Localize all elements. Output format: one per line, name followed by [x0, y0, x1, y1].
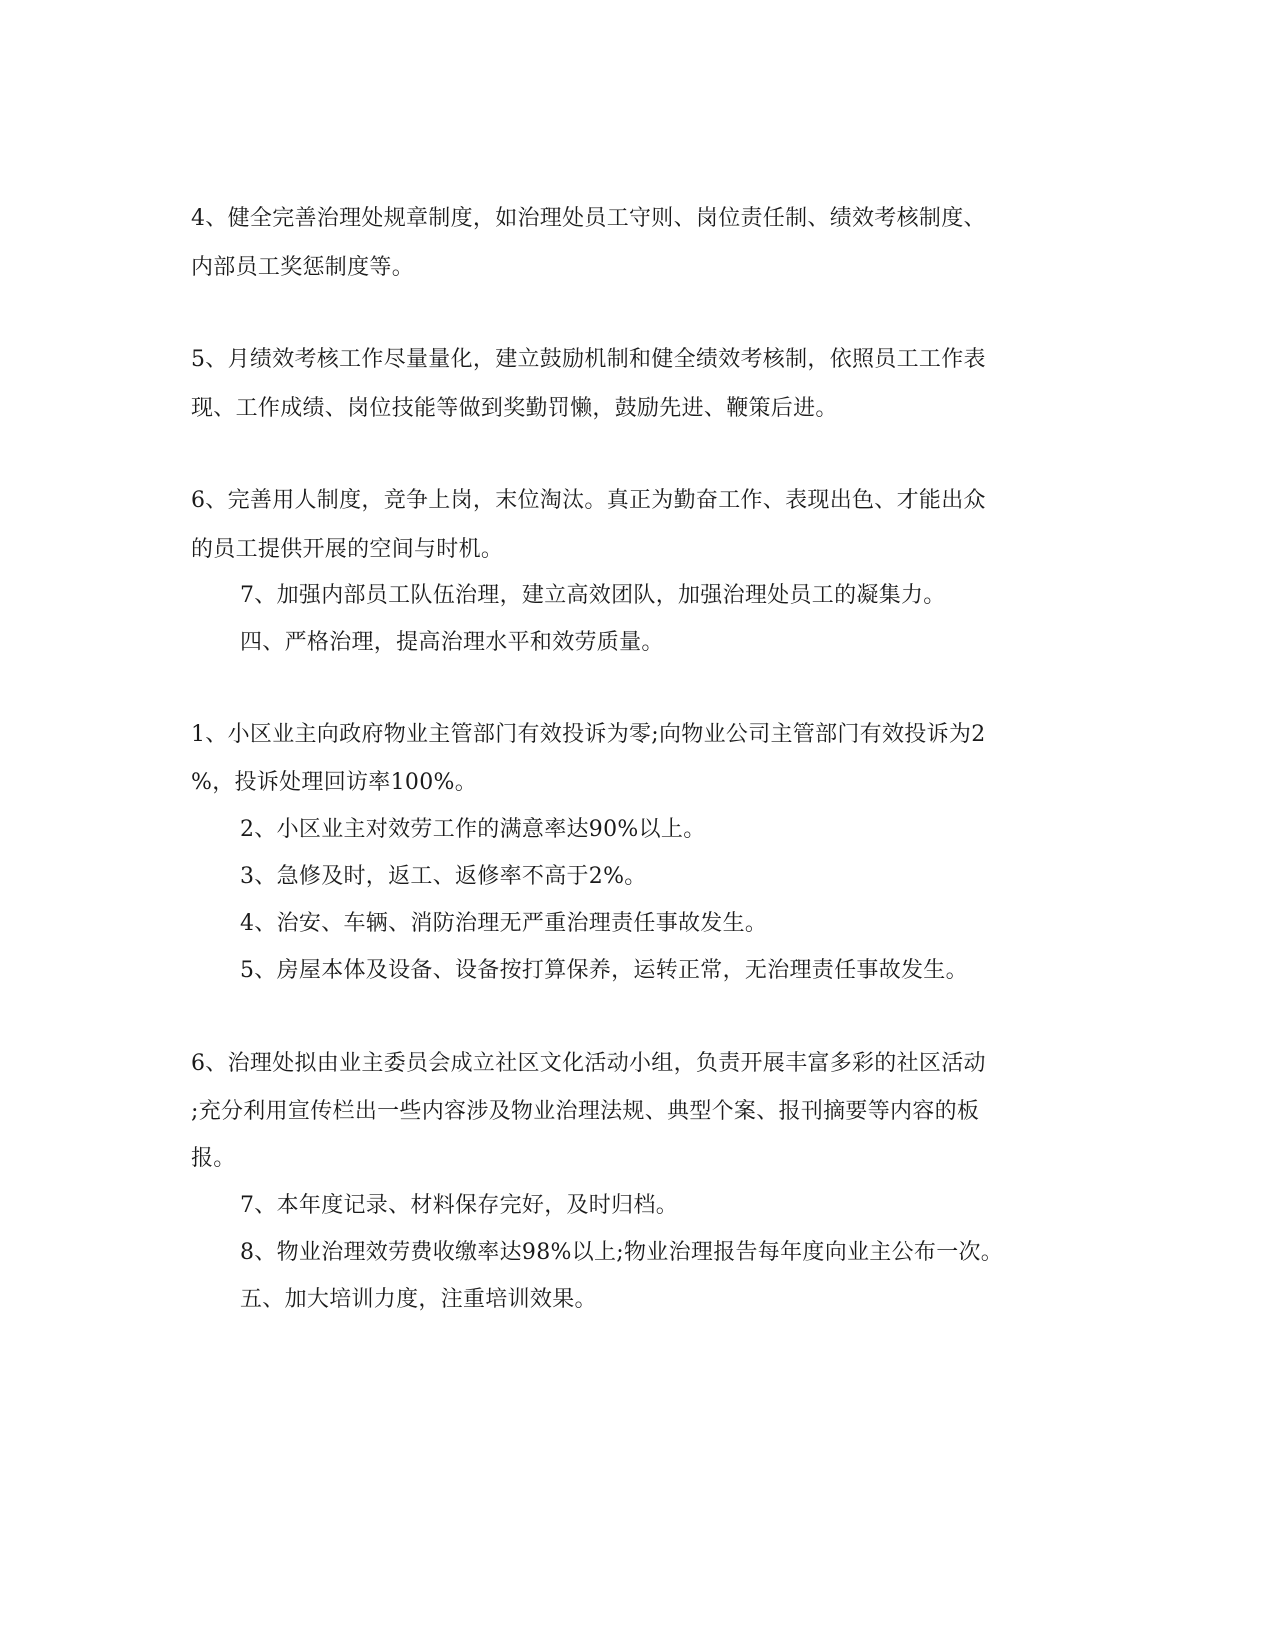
text-line: 5、房屋本体及设备、设备按打算保养，运转正常，无治理责任事故发生。 [240, 958, 968, 983]
text-line: %，投诉处理回访率100%。 [191, 770, 478, 795]
text-line: 4、治安、车辆、消防治理无严重治理责任事故发生。 [240, 911, 768, 936]
text-line: 1、小区业主向政府物业主管部门有效投诉为零;向物业公司主管部门有效投诉为2 [191, 722, 986, 747]
section-heading: 五、加大培训力度，注重培训效果。 [240, 1287, 597, 1312]
section-heading: 四、严格治理，提高治理水平和效劳质量。 [240, 630, 664, 655]
text-line: 6、治理处拟由业主委员会成立社区文化活动小组，负责开展丰富多彩的社区活动 [191, 1051, 986, 1076]
text-line: 6、完善用人制度，竞争上岗，末位淘汰。真正为勤奋工作、表现出色、才能出众 [191, 488, 986, 513]
text-line: 的员工提供开展的空间与时机。 [191, 537, 504, 562]
text-line: 7、加强内部员工队伍治理，建立高效团队，加强治理处员工的凝集力。 [240, 583, 946, 608]
text-line: 7、本年度记录、材料保存完好，及时归档。 [240, 1193, 678, 1218]
text-line: ;充分利用宣传栏出一些内容涉及物业治理法规、典型个案、报刊摘要等内容的板 [191, 1099, 980, 1124]
text-line: 5、月绩效考核工作尽量量化，建立鼓励机制和健全绩效考核制，依照员工工作表 [191, 347, 986, 372]
text-line: 8、物业治理效劳费收缴率达98%以上;物业治理报告每年度向业主公布一次。 [240, 1240, 1004, 1265]
text-line: 内部员工奖惩制度等。 [191, 255, 415, 280]
text-line: 现、工作成绩、岗位技能等做到奖勤罚懒，鼓励先进、鞭策后进。 [191, 396, 838, 421]
text-line: 4、健全完善治理处规章制度，如治理处员工守则、岗位责任制、绩效考核制度、 [191, 206, 986, 231]
text-line: 3、急修及时，返工、返修率不高于2%。 [240, 864, 647, 889]
text-line: 2、小区业主对效劳工作的满意率达90%以上。 [240, 817, 706, 842]
text-line: 报。 [191, 1146, 236, 1171]
